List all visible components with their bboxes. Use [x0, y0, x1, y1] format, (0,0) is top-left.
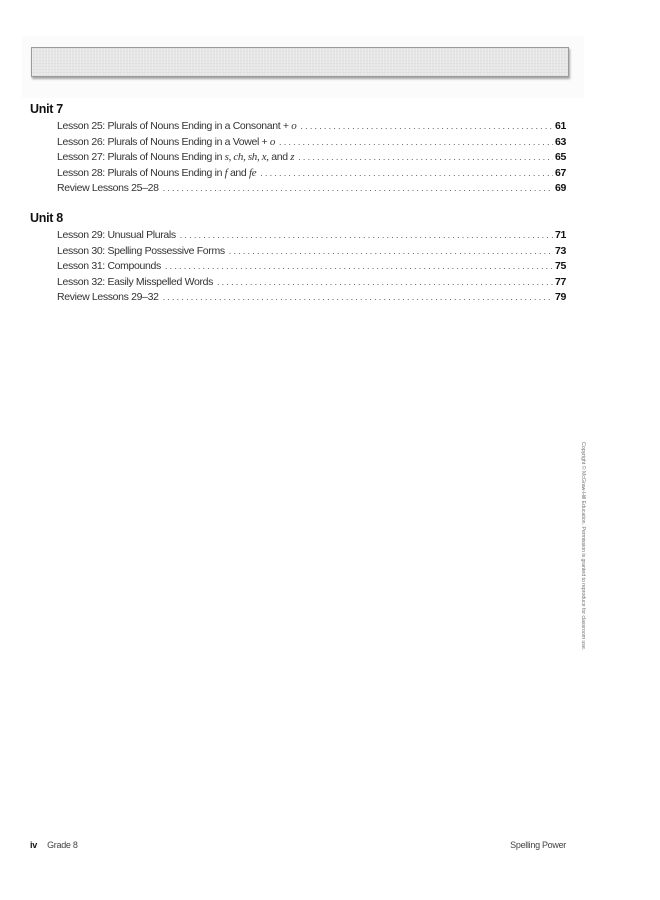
toc-entry-lesson-30[interactable]: [57, 244, 566, 260]
toc-entry-lesson-25[interactable]: [57, 119, 566, 135]
toc-page-number: 63: [555, 135, 566, 148]
grade-label: Grade 8: [47, 840, 78, 850]
unit-section-7: [30, 101, 566, 197]
toc-entry-review-29-32[interactable]: [57, 290, 566, 306]
book-title: Spelling Power: [510, 840, 566, 850]
toc-page-number: 79: [555, 291, 566, 303]
toc-entry-label: Lesson 26: Plurals of Nouns Ending in a Vowel + o: [57, 135, 276, 148]
toc-entry-label: Lesson 32: Easily Misspelled Words: [57, 275, 213, 288]
toc-page-number: 77: [555, 275, 566, 288]
toc-entry-label: Review Lessons 25–28: [57, 182, 159, 194]
toc-entry-lesson-26[interactable]: [57, 135, 566, 151]
dot-leader: [298, 150, 553, 166]
dot-leader: [229, 244, 553, 260]
toc-page-number: 69: [555, 182, 566, 194]
toc-entry-label: Lesson 31: Compounds: [57, 260, 161, 272]
dot-leader: [260, 166, 553, 182]
toc-entry-label: Lesson 28: Plurals of Nouns Ending in f and fe: [57, 166, 257, 179]
unit-section-8: [30, 210, 566, 306]
toc-page-number: 75: [555, 260, 566, 272]
dot-leader: [217, 275, 553, 291]
toc-entry-label: Lesson 25: Plurals of Nouns Ending in a Consonant + o: [57, 120, 297, 132]
toc-page-number: 61: [555, 120, 566, 132]
toc-page-number: 67: [555, 166, 566, 179]
toc-entry-lesson-28[interactable]: [57, 166, 566, 182]
dot-leader: [180, 228, 553, 244]
toc-page-number: 73: [555, 244, 566, 257]
toc-entry-label: Review Lessons 29–32: [57, 291, 159, 303]
toc-entry-lesson-27[interactable]: [57, 150, 566, 166]
footer-left: [30, 840, 78, 850]
toc-entry-lesson-31[interactable]: [57, 259, 566, 275]
toc-page-number: 71: [555, 229, 566, 241]
toc-entry-review-25-28[interactable]: [57, 181, 566, 197]
toc-page-number: 65: [555, 151, 566, 163]
toc-entry-lesson-29[interactable]: [57, 228, 566, 244]
toc-entry-label: Lesson 29: Unusual Plurals: [57, 229, 176, 241]
unit-title: Unit 8: [30, 211, 63, 225]
page-number: iv: [30, 840, 37, 850]
unit-title: Unit 7: [30, 102, 63, 116]
dot-leader: [163, 290, 553, 306]
toc-entry-label: Lesson 27: Plurals of Nouns Ending in s, ch, sh, x, and z: [57, 151, 295, 163]
dot-leader: [300, 119, 553, 135]
copyright-note: Copyright © McGraw-Hill Education. Permission is granted to reproduce for classroom use.: [580, 442, 586, 651]
dot-leader: [165, 259, 553, 275]
dot-leader: [163, 181, 553, 197]
toc-entry-lesson-32[interactable]: [57, 275, 566, 291]
toc-entry-label: Lesson 30: Spelling Possessive Forms: [57, 244, 225, 257]
dot-leader: [279, 135, 553, 151]
header-title-bar: [31, 47, 569, 77]
